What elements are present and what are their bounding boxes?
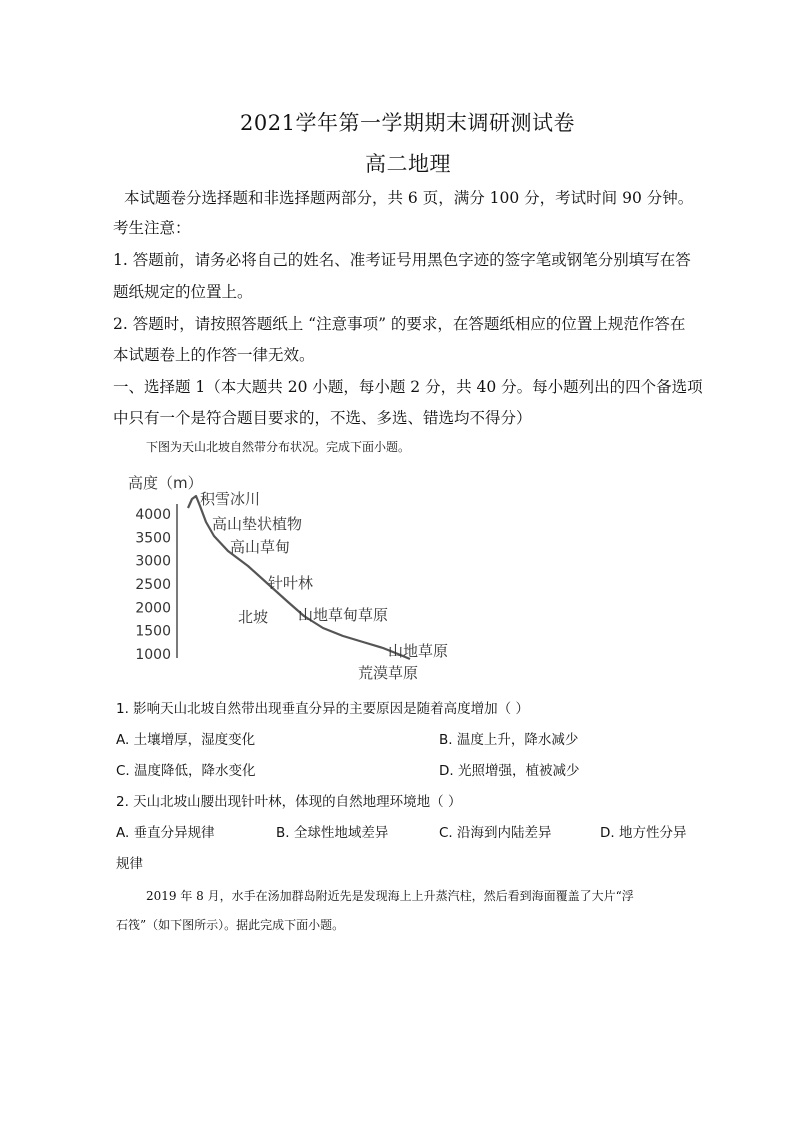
q1-option-c: C. 温度降低，降水变化 bbox=[116, 763, 256, 779]
exam-title: 2021学年第一学期期末调研测试卷 bbox=[240, 111, 575, 135]
tianshan-zone-chart bbox=[118, 466, 468, 686]
chart-y-axis-label: 高度（m） bbox=[128, 474, 203, 492]
notice-title: 考生注意： bbox=[113, 219, 191, 237]
zone-label-7: 荒漠草原 bbox=[358, 664, 419, 682]
y-tick-label-3500: 3500 bbox=[135, 530, 171, 547]
zone-label-1: 积雪冰川 bbox=[200, 490, 261, 508]
q1-option-b: B. 温度上升，降水减少 bbox=[439, 732, 579, 748]
q1-option-d: D. 光照增强，植被减少 bbox=[439, 763, 580, 779]
note2-line2: 本试题卷上的作答一律无效。 bbox=[113, 346, 315, 364]
y-tick-label-4000: 4000 bbox=[135, 507, 171, 523]
zone-label-2: 高山垫状植物 bbox=[212, 515, 303, 533]
y-tick-label-1000: 1000 bbox=[135, 647, 171, 663]
group1-intro: 下图为天山北坡自然带分布状况。完成下面小题。 bbox=[146, 440, 411, 454]
q2-option-a: A. 垂直分异规律 bbox=[116, 825, 215, 841]
q1-stem: 1. 影响天山北坡自然带出现垂直分异的主要原因是随着高度增加（ ） bbox=[116, 701, 529, 717]
q1-option-a: A. 土壤增厚，湿度变化 bbox=[116, 732, 256, 748]
y-tick-label-2000: 2000 bbox=[135, 600, 171, 617]
zone-label-5: 山地草甸草原 bbox=[298, 606, 389, 624]
section1-heading-line2: 中只有一个是符合题目要求的，不选、多选、错选均不得分） bbox=[113, 409, 532, 427]
y-tick-label-2500: 2500 bbox=[135, 577, 171, 593]
note2-line1: 2. 答题时，请按照答题纸上 “注意事项” 的要求，在答题纸相应的位置上规范作答在 bbox=[113, 315, 686, 333]
y-tick-label-1500: 1500 bbox=[135, 623, 171, 640]
zone-label-6: 山地草原 bbox=[388, 642, 449, 660]
q2-option-c: C. 沿海到内陆差异 bbox=[439, 825, 552, 841]
note1-line2: 题纸规定的位置上。 bbox=[113, 283, 253, 301]
north-slope-label: 北坡 bbox=[238, 608, 269, 626]
y-tick-label-3000: 3000 bbox=[135, 553, 171, 570]
q2-stem: 2. 天山北坡山腰出现针叶林，体现的自然地理环境地（ ） bbox=[116, 794, 462, 810]
group2-intro-line1: 2019 年 8 月，水手在汤加群岛附近先是发现海上上升蒸汽柱，然后看到海面覆盖了大片“浮 bbox=[146, 889, 634, 903]
note1-line1: 1. 答题前，请务必将自己的姓名、准考证号用黑色字迹的签字笔或钢笔分别填写在答 bbox=[113, 251, 691, 269]
q2-option-d: D. 地方性分异 bbox=[600, 825, 687, 841]
group2-intro-line2: 石筏”（如下图所示）。据此完成下面小题。 bbox=[116, 918, 345, 932]
exam-subject: 高二地理 bbox=[365, 152, 451, 176]
q2-option-d-continued: 规律 bbox=[116, 856, 143, 872]
section1-heading-line1: 一、选择题 1（本大题共 20 小题，每小题 2 分，共 40 分。每小题列出的四个备选项 bbox=[113, 378, 703, 396]
zone-label-3: 高山草甸 bbox=[230, 538, 291, 556]
exam-intro: 本试题卷分选择题和非选择题两部分，共 6 页，满分 100 分，考试时间 90 分钟。 bbox=[124, 189, 694, 207]
q2-option-b: B. 全球性地域差异 bbox=[276, 825, 389, 841]
zone-label-4: 针叶林 bbox=[268, 574, 314, 592]
